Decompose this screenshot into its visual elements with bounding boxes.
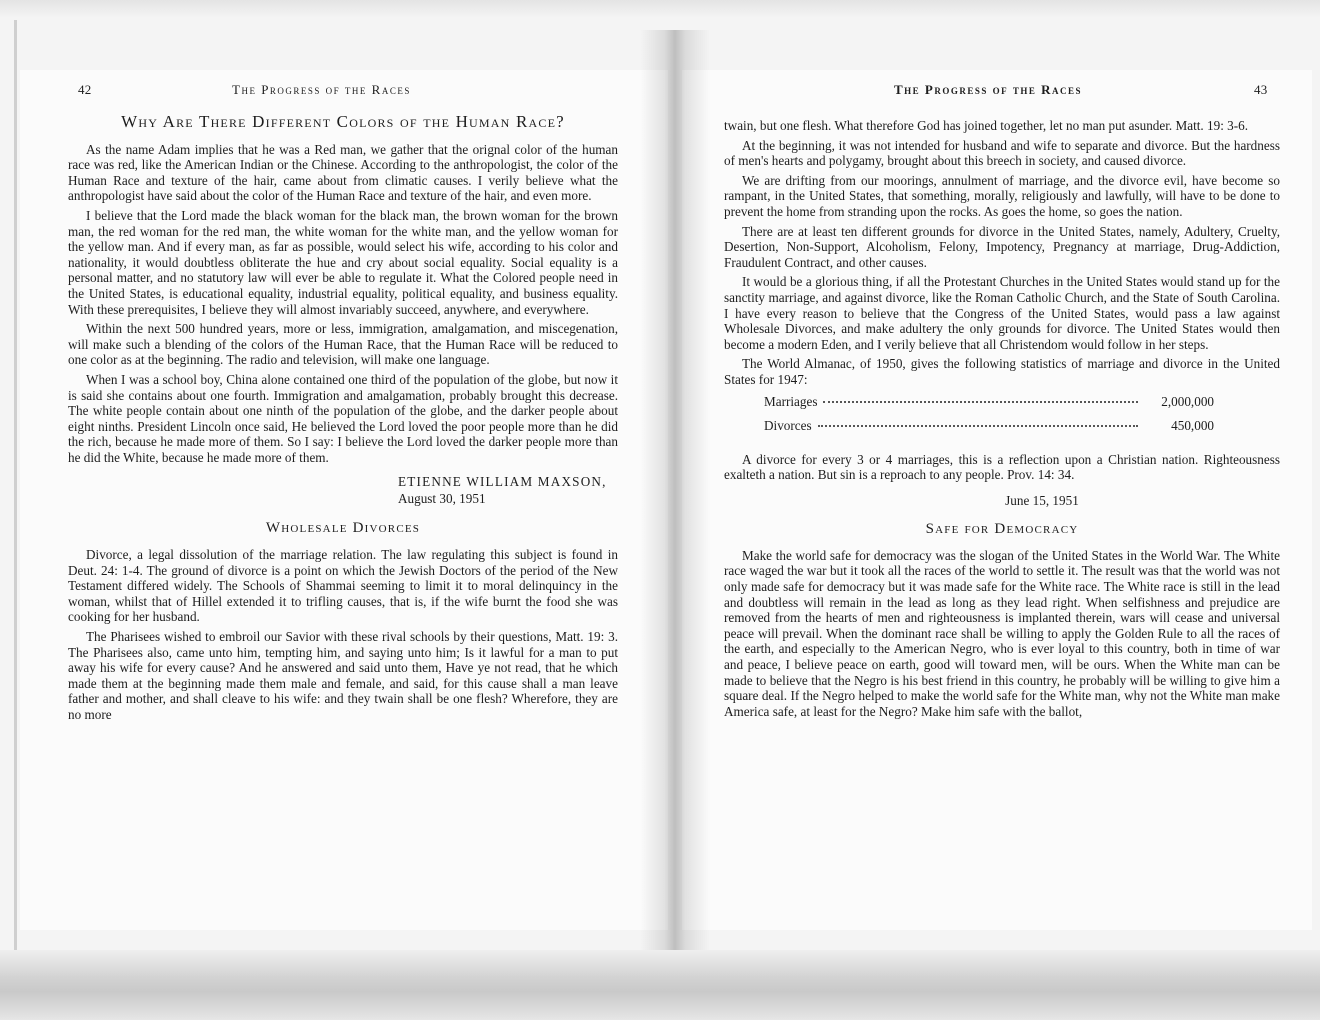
page-number: 42 bbox=[78, 82, 92, 97]
book-gutter bbox=[640, 30, 710, 950]
dot-leader bbox=[818, 425, 1138, 427]
stat-row-marriages bbox=[764, 394, 1214, 418]
text-column bbox=[68, 114, 618, 727]
dot-leader bbox=[823, 401, 1138, 403]
statistics-table bbox=[764, 394, 1214, 442]
stat-value: 450,000 bbox=[1171, 417, 1214, 433]
author-signature bbox=[68, 473, 618, 507]
article-date: June 15, 1951 bbox=[1005, 492, 1079, 508]
running-head: The Progress of the Races bbox=[894, 82, 1083, 97]
running-head: The Progress of the Races bbox=[232, 82, 411, 97]
paragraph: A divorce for every 3 or 4 marriages, this is a reflection upon a Christian nation. Righteousness exalteth a nation. But sin is a reproach to any people. Prov. 14: 34. bbox=[724, 451, 1280, 483]
scan-edge-top bbox=[0, 0, 1320, 18]
paragraph: It would be a glorious thing, if all the Protestant Churches in the United States would stand up for the sanctity marriage, and against divorce, like the Roman Catholic Church, and the State of South Carolina. I have every reason to believe that the Congress of the United States, would pass a law against Wholesale Divorces, and make adultery the only grounds for divorce. The United States would then become a modern Eden, and I verily believe that all Christendom would follow in her steps. bbox=[724, 274, 1280, 352]
stat-value: 2,000,000 bbox=[1161, 393, 1214, 409]
text-column bbox=[724, 118, 1280, 723]
paragraph: As the name Adam implies that he was a Red man, we gather that the orignal color of the human race was red, like the American Indian or the Chinese. According to the anthropologist, the color of the Human Race and texture of the hair, came about from climatic causes. I verily believe what the anthropologist have said about the color of the Human Race and texture of the hair, and even more. bbox=[68, 141, 618, 204]
paragraph: We are drifting from our moorings, annulment of marriage, and the divorce evil, have become so rampant, in the United States, that something, morally, religiously and lawfully, will have to be done to prevent the home from stranding upon the rocks. As goes the home, so goes the nation. bbox=[724, 172, 1280, 219]
paragraph: Within the next 500 hundred years, more or less, immigration, amalgamation, and miscegenation, will make such a blending of the colors of the Human Race, that the Human Race will be reduced to one color as at the beginning. The radio and television, will make one language. bbox=[68, 321, 618, 368]
paragraph: twain, but one flesh. What therefore God has joined together, let no man put asunder. Matt. 19: 3-6. bbox=[724, 118, 1249, 133]
section-heading-democracy: Safe for Democracy bbox=[925, 521, 1079, 538]
paragraph: Divorce, a legal dissolution of the marriage relation. The law regulating this subject is found in Deut. 24: 1-4. The ground of divorce is a point on which the Jewish Doctors of the period of the New Testament differed widely. The Schools of Shammai seeming to limit it to moral delinquincy in the woman, whilst that of Hillel extended it to trifling causes, that is, if the wife burnt the food she was cooking for her husband. bbox=[68, 547, 618, 625]
page-edge-left bbox=[14, 20, 17, 950]
section-heading-colors: Why Are There Different Colors of the Human Race? bbox=[121, 112, 565, 131]
stat-row-divorces bbox=[764, 418, 1214, 442]
page-number: 43 bbox=[1254, 82, 1268, 97]
stat-label: Divorces bbox=[764, 417, 812, 433]
paragraph: The Pharisees wished to embroil our Savior with these rival schools by their questions, Matt. 19: 3. The Pharisees also, came unto him, tempting him, and saying unto him; Is it lawful for a man to put away his wife for every cause? And he answered and said unto them, Have ye not read, that he which made them at the beginning made them male and female, and said, for this cause shall a man leave father and mother, and shall cleave to his wife: and they twain shall be one flesh? Wherefore, they are no more bbox=[68, 629, 618, 722]
scan-edge-bottom bbox=[0, 950, 1320, 1020]
paragraph: I believe that the Lord made the black woman for the black man, the brown woman for the brown man, the red woman for the red man, the white woman for the white man, and the yellow woman for the yellow man. And if every man, as far as possible, would select his wife, according to his color and nationality, it would doubtless obliterate the hue and cry about social equality. Social equality is a personal matter, and no statutory law will ever be able to regulate it. What the Colored people need in the United States, is educational equality, industrial equality, political equality, and business equality. With these prerequisites, I believe they will almost invariably succeed, anywhere, and everywhere. bbox=[68, 207, 618, 317]
paragraph: At the beginning, it was not intended for husband and wife to separate and divorce. But the hardness of men's hearts and polygamy, brought about this breech in society, and caused divorce. bbox=[724, 137, 1280, 169]
author-name: ETIENNE WILLIAM MAXSON, bbox=[398, 474, 607, 490]
page-42 bbox=[20, 70, 668, 930]
stat-label: Marriages bbox=[764, 393, 818, 409]
paragraph: Make the world safe for democracy was the slogan of the United States in the World War. The White race waged the war but it took all the races of the world to settle it. The result was that the world was not only made safe for democracy but it was made safe for the White race. The White race is still in the lead and doubtless will remain in the lead as long as they lead right. When selfishness and prejudice are removed from the hearts of men and righteousness is implanted therein, wars will cease and universal peace will prevail. When the dominant race shall be willing to apply the Golden Rule to all the races of the earth, and especially to the American Negro, who is ever loyal to this country, both in time of war and peace, I believe peace on earth, good will toward men, will be ours. When the White man can be made to believe that the Negro is his best friend in this country, he probably will be willing to give him a square deal. If the Negro helped to make the world safe for the White man, why not the White man make America safe, at least for the Negro? Make him safe with the ballot, bbox=[724, 547, 1280, 719]
paragraph: The World Almanac, of 1950, gives the following statistics of marriage and divorce in the United States for 1947: bbox=[724, 356, 1280, 387]
paragraph: When I was a school boy, China alone contained one third of the population of the globe, but now it is said she contains about one fourth. Immigration and amalgamation, probably brought this decrease. The white people contain about one ninth of the population of the globe, and the darker people about eight ninths. President Lincoln once said, He believed the Lord loved the poor people more than he did the rich, because he made more of them. So I say: I believe the Lord loved the darker people more than he did the White, because he made more of them. bbox=[68, 371, 618, 465]
paragraph: There are at least ten different grounds for divorce in the United States, namely, Adultery, Cruelty, Desertion, Non-Support, Alcoholism, Felony, Impotency, Pregnancy at marriage, Drug-Addiction, Fraudulent Contract, and other causes. bbox=[724, 223, 1280, 270]
page-43 bbox=[682, 70, 1312, 930]
section-heading-divorces: Wholesale Divorces bbox=[265, 520, 421, 537]
signature-date: August 30, 1951 bbox=[398, 491, 486, 507]
